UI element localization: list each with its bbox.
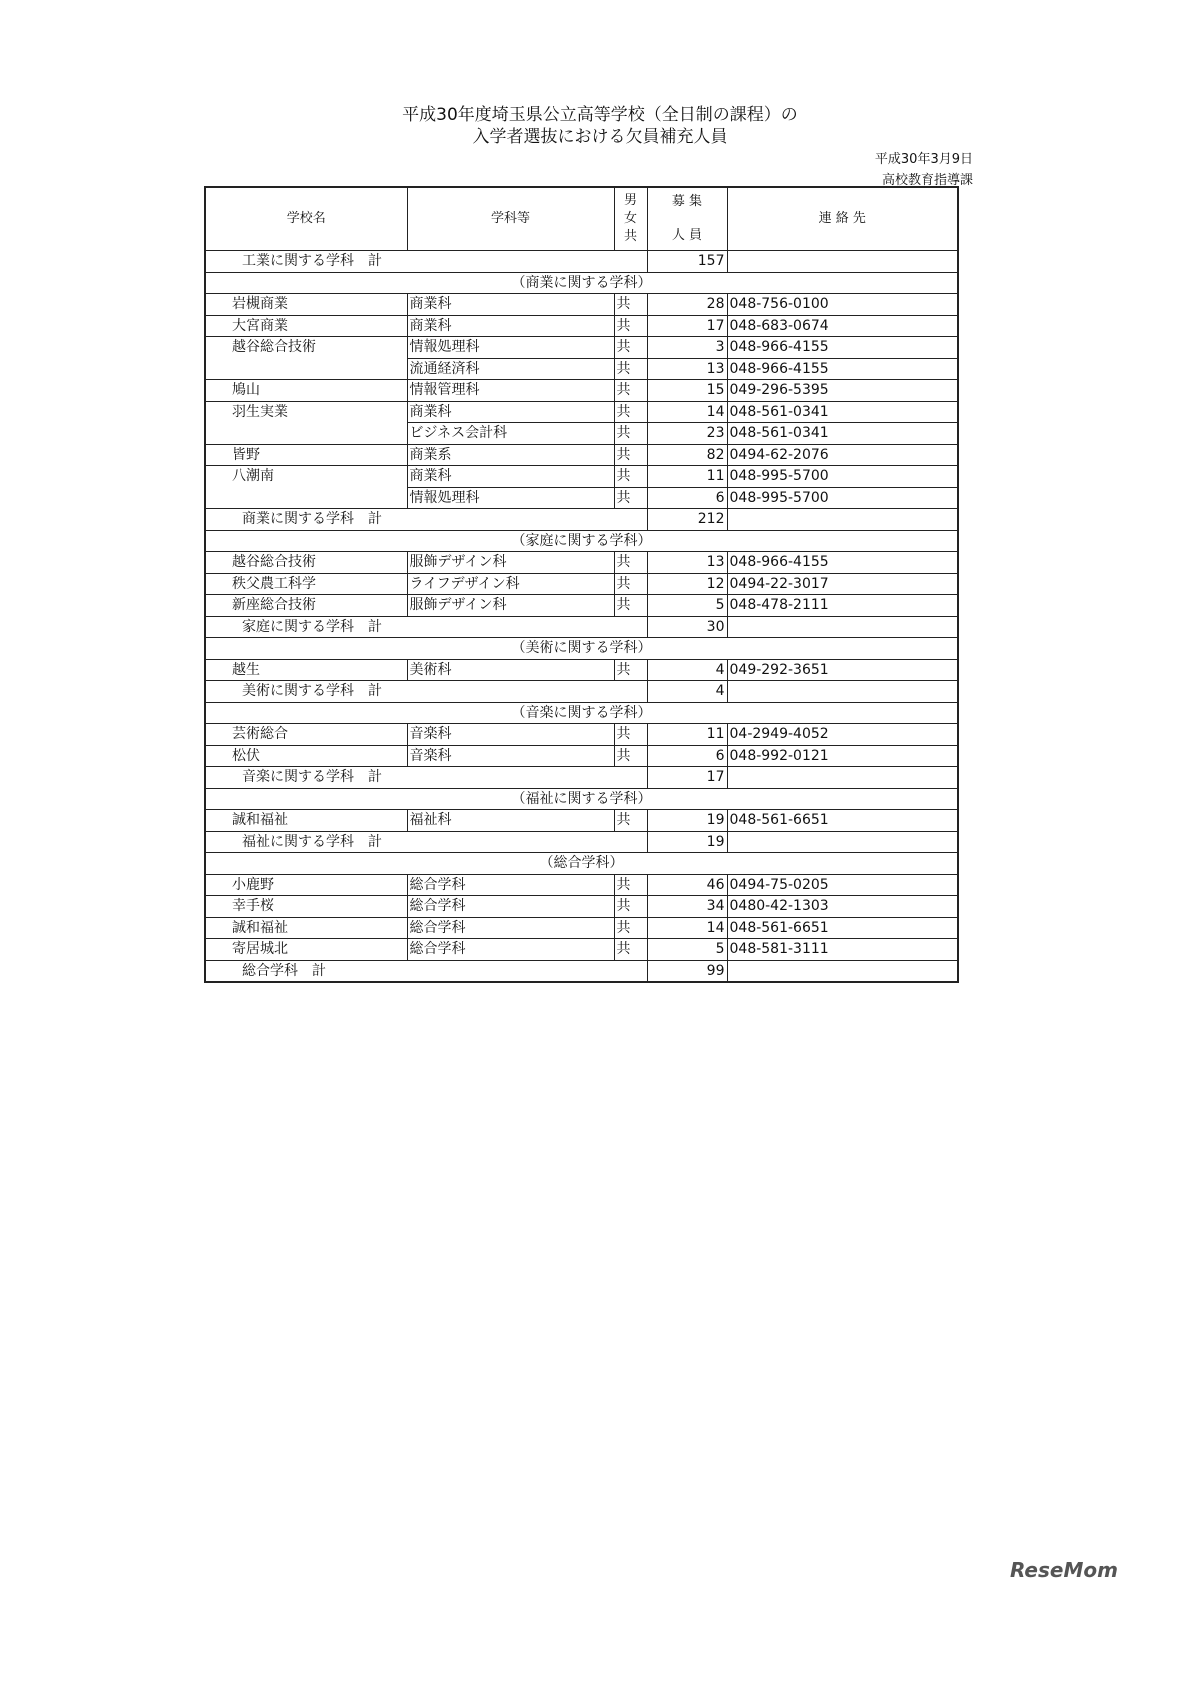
contact-phone: 048-995-5700: [727, 466, 958, 488]
recruit-count: 12: [647, 573, 727, 595]
recruit-count: 46: [647, 874, 727, 896]
department-name: ライフデザイン科: [407, 573, 614, 595]
section-header-row: [205, 530, 958, 552]
header-contact: 連 絡 先: [727, 187, 958, 251]
subtotal-count: 99: [647, 960, 727, 982]
subtotal-contact-empty: [727, 251, 958, 273]
department-name: 美術科: [407, 659, 614, 681]
subtotal-count: 30: [647, 616, 727, 638]
department-name: 情報処理科: [407, 487, 614, 509]
header-gender-2: 女: [623, 211, 637, 226]
department-name: 情報管理科: [407, 380, 614, 402]
table-row: [205, 595, 958, 617]
school-name: 幸手桜: [205, 896, 407, 918]
subtotal-label: 総合学科 計: [205, 960, 647, 982]
school-name: 秩父農工科学: [205, 573, 407, 595]
gender-type: 共: [614, 573, 647, 595]
contact-phone: 048-992-0121: [727, 745, 958, 767]
school-name: 大宮商業: [205, 315, 407, 337]
department-name: 商業系: [407, 444, 614, 466]
recruit-count: 4: [647, 659, 727, 681]
gender-type: 共: [614, 939, 647, 961]
recruit-count: 14: [647, 401, 727, 423]
header-school: 学校名: [205, 187, 407, 251]
subtotal-row: [205, 960, 958, 982]
table-row: [205, 874, 958, 896]
contact-phone: 048-561-0341: [727, 423, 958, 445]
contact-phone: 048-561-6651: [727, 917, 958, 939]
table-header-row: [205, 187, 958, 251]
department-name: 商業科: [407, 315, 614, 337]
recruit-count: 34: [647, 896, 727, 918]
table-row: [205, 724, 958, 746]
subtotal-row: [205, 681, 958, 703]
vacancy-table: [204, 186, 959, 983]
recruit-count: 14: [647, 917, 727, 939]
subtotal-contact-empty: [727, 681, 958, 703]
subtotal-row: [205, 251, 958, 273]
school-name: 松伏: [205, 745, 407, 767]
recruit-count: 5: [647, 595, 727, 617]
section-label: （商業に関する学科）: [205, 272, 958, 294]
gender-type: 共: [614, 487, 647, 509]
gender-type: 共: [614, 552, 647, 574]
gender-type: 共: [614, 444, 647, 466]
gender-type: 共: [614, 659, 647, 681]
document-title-line-2: 入学者選抜における欠員補充人員: [472, 127, 728, 147]
subtotal-contact-empty: [727, 767, 958, 789]
table-row: [205, 917, 958, 939]
subtotal-row: [205, 509, 958, 531]
department-name: 総合学科: [407, 896, 614, 918]
department-name: 商業科: [407, 401, 614, 423]
table-row: [205, 659, 958, 681]
school-name: 寄居城北: [205, 939, 407, 961]
table-row: [205, 810, 958, 832]
school-name: 越生: [205, 659, 407, 681]
department-name: 福祉科: [407, 810, 614, 832]
header-gender-3: 共: [623, 229, 637, 244]
contact-phone: 048-966-4155: [727, 552, 958, 574]
department-name: ビジネス会計科: [407, 423, 614, 445]
recruit-count: 11: [647, 466, 727, 488]
school-name: 羽生実業: [205, 401, 407, 444]
subtotal-count: 19: [647, 831, 727, 853]
recruit-count: 13: [647, 552, 727, 574]
recruit-count: 11: [647, 724, 727, 746]
contact-phone: 048-683-0674: [727, 315, 958, 337]
school-name: 越谷総合技術: [205, 337, 407, 380]
table-row: [205, 573, 958, 595]
school-name: 岩槻商業: [205, 294, 407, 316]
subtotal-row: [205, 831, 958, 853]
table-row: [205, 380, 958, 402]
section-header-row: [205, 702, 958, 724]
header-department: 学科等: [407, 187, 614, 251]
contact-phone: 049-296-5395: [727, 380, 958, 402]
contact-phone: 0480-42-1303: [727, 896, 958, 918]
subtotal-count: 212: [647, 509, 727, 531]
recruit-count: 5: [647, 939, 727, 961]
gender-type: 共: [614, 315, 647, 337]
contact-phone: 048-478-2111: [727, 595, 958, 617]
subtotal-count: 17: [647, 767, 727, 789]
subtotal-label: 商業に関する学科 計: [205, 509, 647, 531]
gender-type: 共: [614, 724, 647, 746]
gender-type: 共: [614, 423, 647, 445]
subtotal-contact-empty: [727, 509, 958, 531]
recruit-count: 23: [647, 423, 727, 445]
contact-phone: 048-966-4155: [727, 358, 958, 380]
subtotal-row: [205, 616, 958, 638]
school-name: 芸術総合: [205, 724, 407, 746]
header-gender-1: 男: [623, 193, 637, 208]
department-name: 情報処理科: [407, 337, 614, 359]
school-name: 八潮南: [205, 466, 407, 509]
department-name: 服飾デザイン科: [407, 552, 614, 574]
contact-phone: 0494-75-0205: [727, 874, 958, 896]
department-name: 音楽科: [407, 745, 614, 767]
subtotal-contact-empty: [727, 831, 958, 853]
section-header-row: [205, 853, 958, 875]
subtotal-row: [205, 767, 958, 789]
school-name: 皆野: [205, 444, 407, 466]
gender-type: 共: [614, 874, 647, 896]
contact-phone: 048-966-4155: [727, 337, 958, 359]
department-name: 総合学科: [407, 939, 614, 961]
gender-type: 共: [614, 810, 647, 832]
school-name: 新座総合技術: [205, 595, 407, 617]
contact-phone: 048-561-0341: [727, 401, 958, 423]
recruit-count: 82: [647, 444, 727, 466]
subtotal-contact-empty: [727, 616, 958, 638]
table-row: [205, 337, 958, 359]
table-row: [205, 939, 958, 961]
section-header-row: [205, 788, 958, 810]
gender-type: 共: [614, 401, 647, 423]
header-capacity: [647, 187, 727, 251]
contact-phone: 049-292-3651: [727, 659, 958, 681]
subtotal-count: 157: [647, 251, 727, 273]
table-row: [205, 294, 958, 316]
section-header-row: [205, 272, 958, 294]
recruit-count: 13: [647, 358, 727, 380]
header-capacity-1: 募 集: [671, 194, 703, 209]
section-label: （音楽に関する学科）: [205, 702, 958, 724]
subtotal-label: 音楽に関する学科 計: [205, 767, 647, 789]
gender-type: 共: [614, 896, 647, 918]
subtotal-label: 家庭に関する学科 計: [205, 616, 647, 638]
table-row: [205, 745, 958, 767]
table-row: [205, 552, 958, 574]
gender-type: 共: [614, 466, 647, 488]
document-title-line-1: 平成30年度埼玉県公立高等学校（全日制の課程）の: [402, 105, 798, 125]
contact-phone: 04-2949-4052: [727, 724, 958, 746]
subtotal-label: 福祉に関する学科 計: [205, 831, 647, 853]
table-row: [205, 401, 958, 423]
table-row: [205, 315, 958, 337]
gender-type: 共: [614, 380, 647, 402]
contact-phone: 0494-22-3017: [727, 573, 958, 595]
department-name: 流通経済科: [407, 358, 614, 380]
resemom-watermark: ReseMom: [1010, 1558, 1118, 1582]
recruit-count: 6: [647, 745, 727, 767]
section-header-row: [205, 638, 958, 660]
gender-type: 共: [614, 595, 647, 617]
table-row: [205, 444, 958, 466]
recruit-count: 17: [647, 315, 727, 337]
department-name: 総合学科: [407, 874, 614, 896]
section-label: （総合学科）: [205, 853, 958, 875]
school-name: 小鹿野: [205, 874, 407, 896]
subtotal-contact-empty: [727, 960, 958, 982]
table-body: [205, 251, 958, 983]
contact-phone: 048-756-0100: [727, 294, 958, 316]
contact-phone: 0494-62-2076: [727, 444, 958, 466]
school-name: 誠和福祉: [205, 917, 407, 939]
header-gender: [614, 187, 647, 251]
section-label: （福祉に関する学科）: [205, 788, 958, 810]
department-name: 総合学科: [407, 917, 614, 939]
school-name: 鳩山: [205, 380, 407, 402]
recruit-count: 6: [647, 487, 727, 509]
department-name: 商業科: [407, 294, 614, 316]
gender-type: 共: [614, 917, 647, 939]
section-label: （家庭に関する学科）: [205, 530, 958, 552]
department-name: 商業科: [407, 466, 614, 488]
gender-type: 共: [614, 358, 647, 380]
school-name: 誠和福祉: [205, 810, 407, 832]
recruit-count: 3: [647, 337, 727, 359]
subtotal-count: 4: [647, 681, 727, 703]
gender-type: 共: [614, 337, 647, 359]
contact-phone: 048-995-5700: [727, 487, 958, 509]
issuing-department: 高校教育指導課: [881, 173, 973, 188]
recruit-count: 19: [647, 810, 727, 832]
table-row: [205, 896, 958, 918]
recruit-count: 15: [647, 380, 727, 402]
gender-type: 共: [614, 745, 647, 767]
table-row: [205, 466, 958, 488]
header-capacity-2: 人 員: [671, 228, 703, 243]
section-label: （美術に関する学科）: [205, 638, 958, 660]
subtotal-label: 美術に関する学科 計: [205, 681, 647, 703]
school-name: 越谷総合技術: [205, 552, 407, 574]
department-name: 服飾デザイン科: [407, 595, 614, 617]
subtotal-label: 工業に関する学科 計: [205, 251, 647, 273]
contact-phone: 048-581-3111: [727, 939, 958, 961]
recruit-count: 28: [647, 294, 727, 316]
department-name: 音楽科: [407, 724, 614, 746]
issue-date: 平成30年3月9日: [874, 152, 973, 167]
contact-phone: 048-561-6651: [727, 810, 958, 832]
gender-type: 共: [614, 294, 647, 316]
